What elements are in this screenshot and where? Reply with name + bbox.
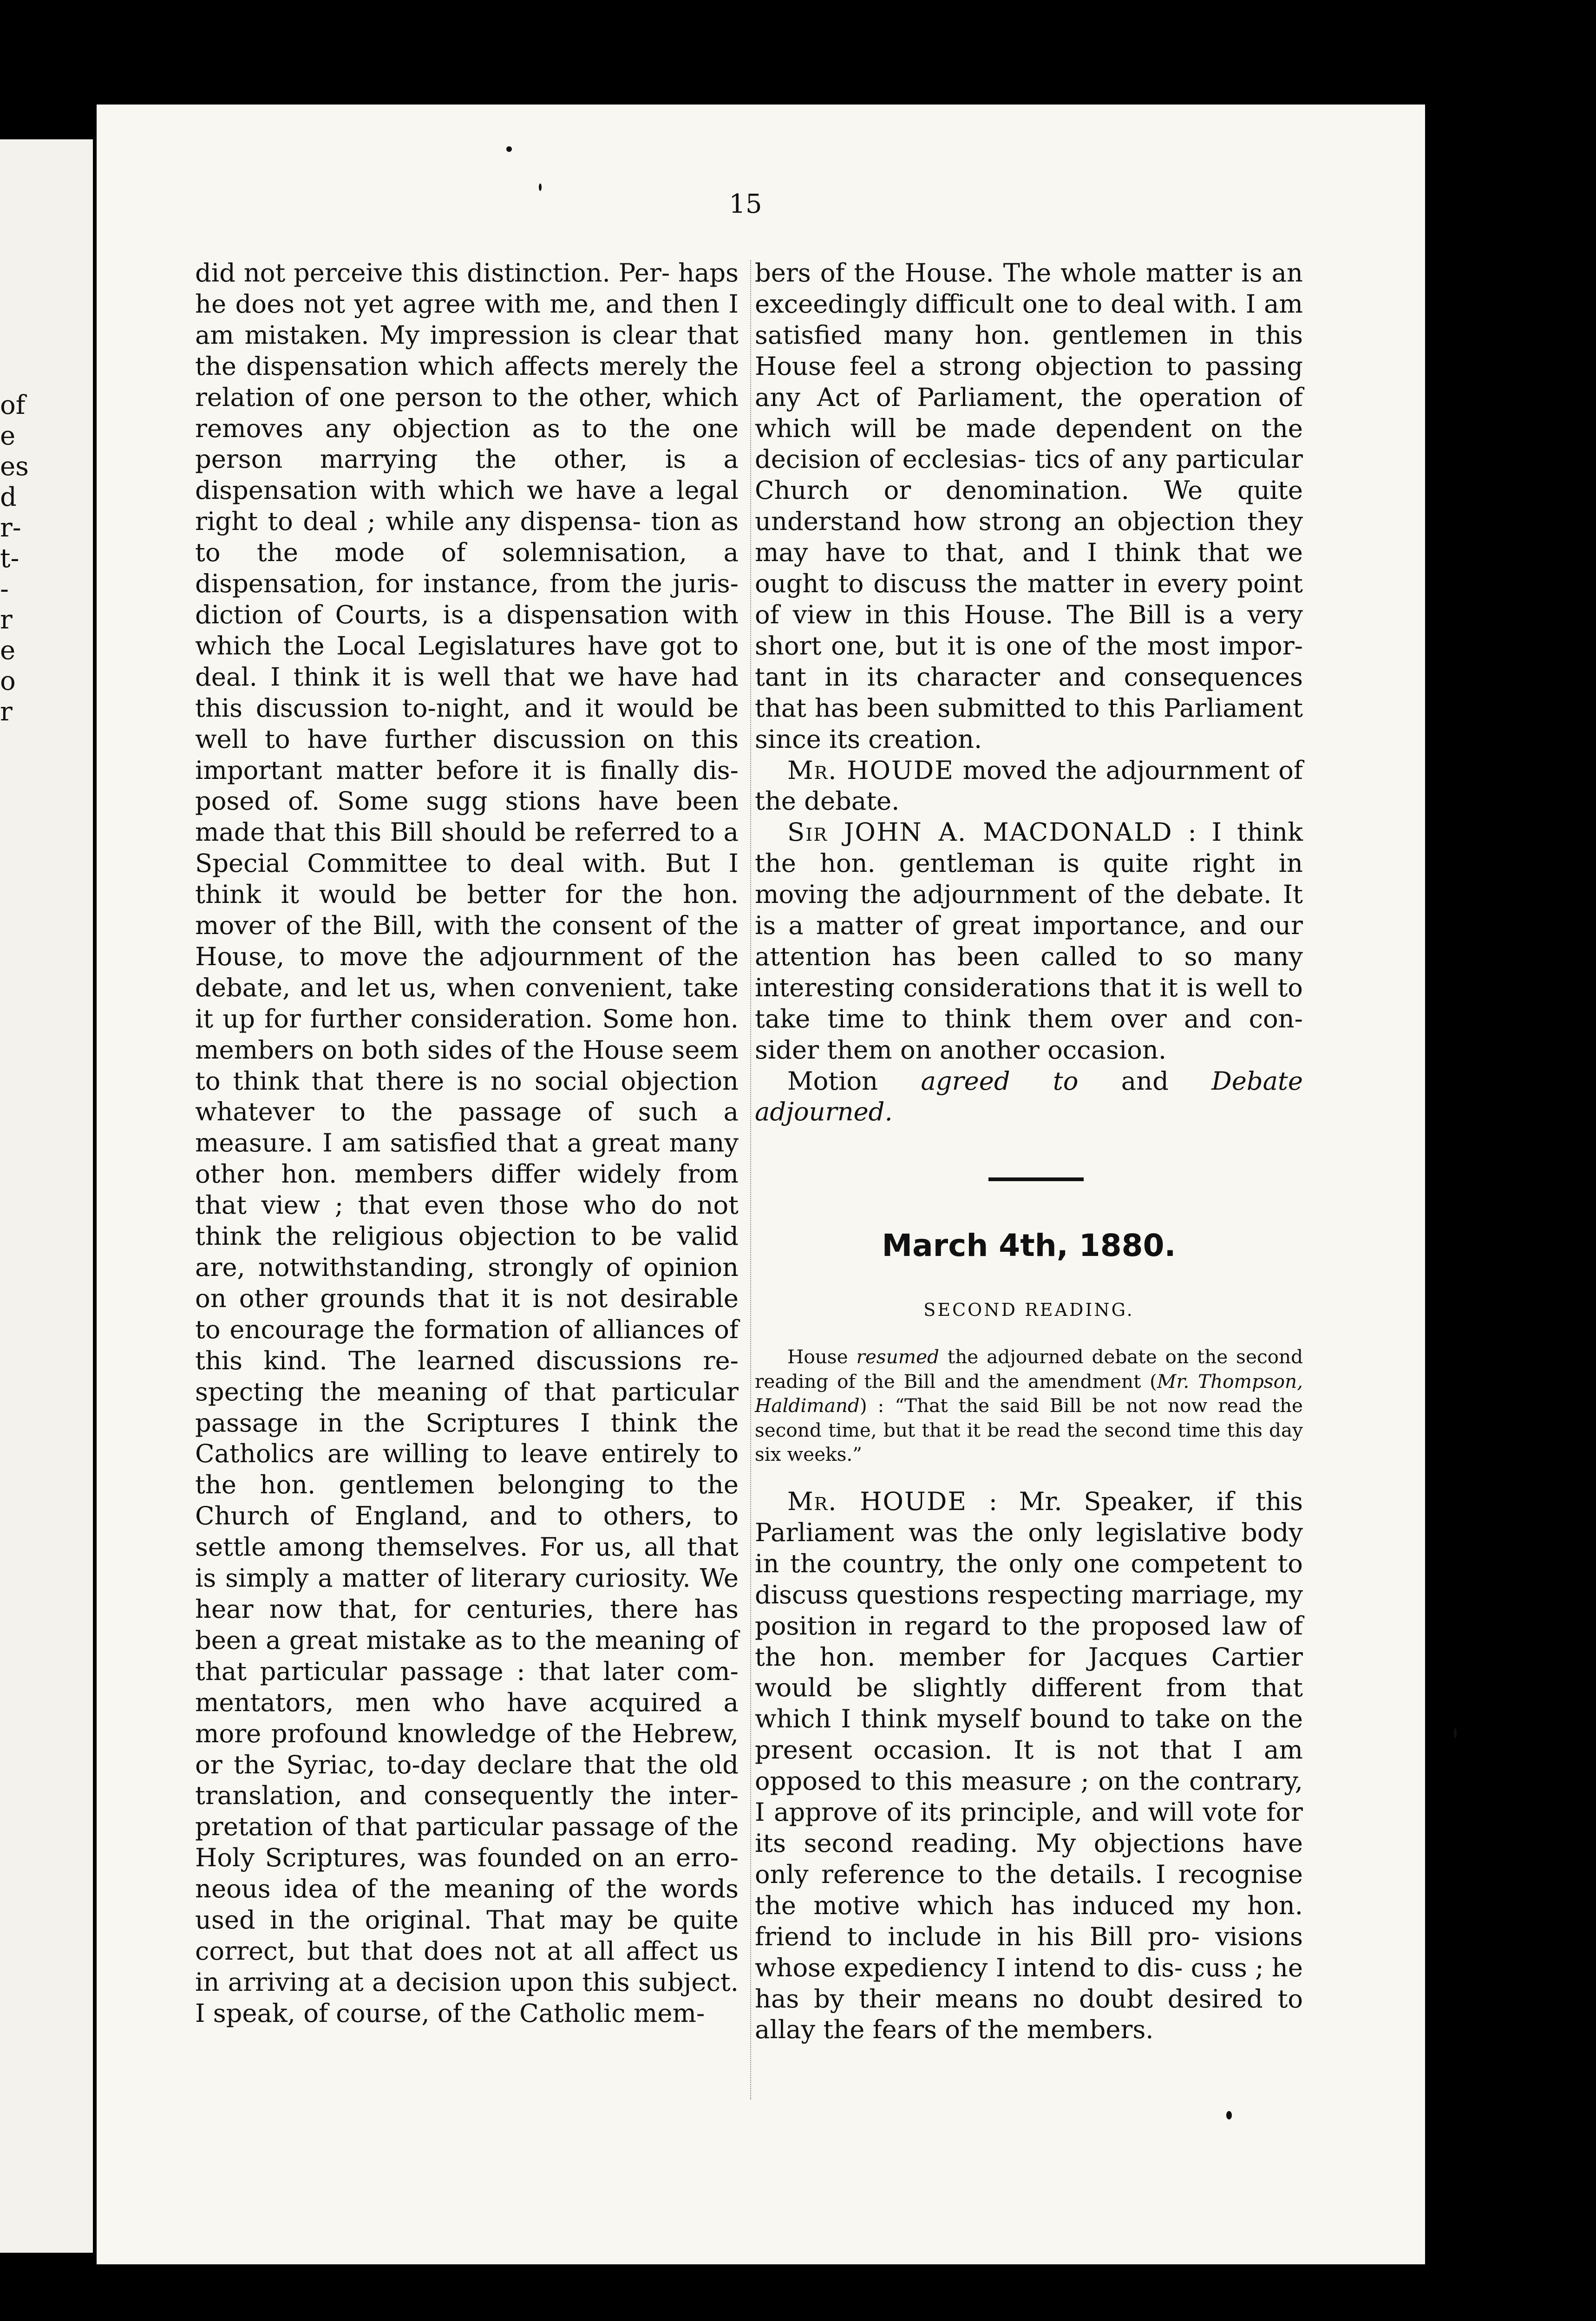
left-column-line: is simply a matter of literary curiosity. [195,1563,691,1593]
left-column-line: used in the original. That may be quite [195,1905,739,1935]
houde-speech-line: the hon. member for Jacques Cartier [755,1642,1303,1672]
left-column-line: passage in the Scriptures I think the [195,1408,739,1438]
edge-fragment: r [0,697,13,727]
houde-speech-line: cuss ; he has by their means no doubt [755,1953,1303,2014]
left-column-line: debate, and let us, when convenient, take [195,973,739,1002]
left-column-line: to the hon. gentlemen belonging to the [195,1439,739,1500]
houde-speech-paragraph [755,1486,1303,2046]
macdonald-line: sider them on another occasion. [755,1035,1167,1065]
houde-speech-line: desired to allay the fears of the members. [755,1984,1303,2045]
left-column-line: settle among themselves. For us, all that [195,1532,739,1562]
left-column-line: it up for further consideration. Some [195,1004,674,1033]
left-column-line: pretation of that particular passage of the [195,1812,739,1842]
motion-paragraph [755,1066,1303,1128]
houde-speech-line: recognise the motive which has induced [755,1859,1303,1920]
left-column-line: had this discussion to-night, and it would be [195,662,739,723]
left-column-line: satisfied that a great many other [195,1128,739,1189]
right-column [755,258,1303,1128]
left-column-line: important matter before it is finally dis- [195,755,739,785]
macdonald-line: take time to think them over and con- [755,1004,1303,1033]
right-column-line: to discuss the matter in every point of [755,569,1303,629]
left-column-line: view ; that even those who do not think [195,1190,739,1251]
scan-speck [1226,2111,1232,2119]
speaker-houde: Mr. HOUDE [787,755,954,785]
scan-speck [506,146,512,152]
left-column-line: this kind. The learned discussions re- [195,1346,739,1375]
left-column-line: We hear now that, for centuries, there has [195,1563,739,1624]
date-heading: March 4th, 1880. [882,1228,1176,1263]
left-column-line: hon. members on both sides of the [195,1004,739,1065]
left-column-line: in arriving at a decision upon this subject. [195,1967,739,1997]
edge-fragment: - [0,574,9,604]
left-column-line: neous idea of the meaning of the words [195,1874,739,1904]
speaker-macdonald: Sir JOHN A. MACDONALD [787,817,1173,847]
left-column-line: I think it would be better for the hon. [195,849,739,909]
previous-page-edge [0,139,93,2253]
houde-speech-line: discuss questions respecting marriage, my [755,1580,1303,1609]
houde-speech-line: have only reference to the details. I [755,1828,1303,1889]
right-column-line: bers of the House. The whole matter is [755,258,1262,288]
left-column-line: no social objection whatever to the [195,1066,739,1127]
right-column-line: I am satisfied many hon. gentlemen in [755,289,1303,350]
houde-speech-line: Parliament was the only legislative body [755,1517,1303,1547]
left-column-line: encourage the formation of alliances of [229,1314,739,1344]
left-column-line: Church of England, and to others, to [195,1501,739,1531]
section-divider-rule [988,1177,1084,1181]
right-column-line: has been submitted to this Parliament [814,693,1303,723]
left-column-line: the religious objection to be valid are, [195,1222,739,1282]
houde-speech-line: which I think myself bound to take on [755,1704,1252,1734]
macdonald-line: moving the adjournment of the debate. [755,880,1272,909]
left-column-line: mover of the Bill, with the consent of the [195,911,739,941]
speaker-houde-second: Mr. HOUDE [787,1487,967,1516]
macdonald-line: : I [1188,817,1222,847]
houde-speech-text [755,1487,1303,2044]
left-column-line: translation, and consequently the inter- [195,1781,739,1811]
lower-right-column [755,1486,1303,2046]
left-column-line: correct, but that does not at all affect us [195,1936,739,1966]
scan-speck [539,183,542,191]
sub-heading: SECOND READING. [923,1300,1134,1320]
column-gutter [750,260,752,2099]
right-column-text [755,258,1303,755]
left-column-line: Catholics are willing to leave entirely [195,1439,700,1469]
left-column-line: which the Local Legislatures have got to [195,631,739,660]
left-column-line: that particular passage : that later com- [195,1656,739,1686]
left-column-line: been a great mistake as to the meaning of [195,1625,739,1655]
left-column-line: made that this Bill should be referred to [195,817,715,847]
left-column-line: passage of such a measure. I am [195,1097,739,1158]
motion-and: and [1121,1066,1169,1096]
scan-speck [1454,1728,1457,1738]
edge-fragment: e [0,421,16,451]
right-column-line: operation of which will be made [755,382,1303,443]
houde-speech-line: opposed to this measure ; on the contrary, [755,1766,1303,1796]
left-column-text [195,258,739,2029]
houde-speech-line: in the country, the only one competent to [755,1549,1303,1578]
edge-fragment: e [0,635,16,666]
summary-resumed: resumed [856,1346,939,1368]
right-column-line: since its creation. [755,724,982,754]
left-column-line: notwithstanding, strongly of opinion on [195,1253,739,1313]
macdonald-line: It is a matter of great importance, and [755,880,1303,941]
left-column-line: or the Syriac, to-day declare that the old [195,1750,739,1779]
left-column-line: deal. I think it is well that we have [195,662,678,692]
left-column-line: specting the meaning of that particular [195,1377,739,1406]
left-column-line: Holy Scriptures, was founded on an erro- [195,1843,739,1873]
right-column-line: have to that, and I think that we ought [755,538,1303,599]
right-column-line: tics of any particular Church or [755,445,1303,505]
left-column-line: mentators, men who have acquired a [195,1687,739,1717]
houde-motion-line: moved the adjournment [962,755,1270,785]
macdonald-paragraph [755,817,1303,1066]
left-column-line: I speak, of course, of the Catholic mem- [195,1998,705,2028]
macdonald-line: interesting considerations that it is well to [755,973,1303,1002]
right-column-line: tant in its character and consequences that [755,662,1303,723]
summary-mover: Mr. Thompson, Haldimand [755,1370,1303,1417]
right-column-line: an exceedingly difficult one to deal with. [755,258,1303,319]
right-column-line: how strong an objection they may [755,507,1303,568]
left-column-line: House seem to think that there is [195,1035,739,1096]
left-column-line: as to the one person marrying the other, [195,413,739,474]
left-column-line: dispensation, for instance, from the juris- [195,569,739,599]
right-column-line: short one, but it is one of the most impor- [755,631,1303,660]
motion-prefix: Motion [787,1066,878,1096]
right-column-line: view in this House. The Bill is a very [792,600,1303,629]
left-column-line: more profound knowledge of the Hebrew, [195,1719,739,1748]
houde-speech-line: my hon. friend to include in his Bill pro- [755,1890,1303,1951]
left-column-line: did not perceive this distinction. Per- [195,258,670,288]
edge-fragment: es [0,451,29,482]
houde-speech-line: would be slightly different from that [755,1673,1303,1703]
edge-fragment: t- [0,543,20,574]
left-column-line: House, to move the adjournment of the [195,941,739,971]
houde-motion-line: of the debate. [755,755,1303,816]
left-column-line: haps he does not yet agree with me, and [195,258,739,319]
houde-motion-paragraph [755,755,1303,817]
right-column-line: dependent on the decision of ecclesias- [755,413,1303,474]
houde-speech-line: : Mr. Speaker, if this [988,1487,1303,1516]
left-column-line: well to have further discussion on this [195,724,739,754]
summary-prefix: House [787,1346,848,1368]
left-column-line: posed of. Some sugg stions have been [195,786,739,816]
debate-summary [755,1345,1303,1467]
houde-speech-line: the present occasion. It is not that I am [755,1704,1303,1765]
macdonald-text [755,817,1303,1064]
summary-mid: the adjourned debate on the second reading of the Bill and the amendment ( [755,1346,1303,1393]
edge-fragment: d [0,482,17,512]
right-column-line: passing any Act of Parliament, the [755,351,1303,412]
left-column-line: clear that the dispensation which affects [195,320,739,381]
houde-speech-line: visions whose expediency I intend to dis- [755,1922,1303,1982]
left-column-line: tion as to the mode of solemnisation, a [195,507,739,568]
summary-end: ) : “That the said Bill be not now read the second time, but that it be read the second time this day six weeks.” [755,1394,1303,1465]
left-column-line: a legal right to deal ; while any dispensa- [195,476,739,536]
motion-adjourned: Debate adjourned. [755,1066,1303,1127]
left-column-line: hon. members differ widely from that [195,1159,739,1220]
left-column-line: then I am mistaken. My impression is [195,289,739,350]
edge-fragment: r- [0,513,21,543]
left-column-line: a Special Committee to deal with. But [195,817,739,878]
edge-fragment: r [0,605,13,635]
edge-fragment: o [0,666,16,696]
page-number: 15 [729,189,762,219]
right-column-line: denomination. We quite understand [755,476,1303,536]
left-column-line: diction of Courts, is a dispensation with [195,600,739,629]
macdonald-line: our attention has been called to so many [755,911,1303,971]
previous-page-fragments [0,390,33,727]
left-column [195,258,739,2029]
left-column-line: other, which removes any objection [195,382,739,443]
houde-speech-line: position in regard to the proposed law of [755,1611,1303,1641]
houde-speech-line: I approve of its principle, and will vote [755,1798,1257,1827]
edge-fragment: of [0,390,26,420]
houde-speech-line: for its second reading. My objections [755,1798,1303,1858]
right-column-line: this House feel a strong objection to [755,320,1303,381]
motion-agreed: agreed to [921,1066,1079,1096]
macdonald-line: think the hon. gentleman is quite right in [755,817,1303,878]
left-column-line: other grounds that it is not desirable to [195,1283,739,1344]
left-column-line: is a dispensation with which we have [195,445,739,505]
left-column-line: merely the relation of one person to the [195,351,739,412]
